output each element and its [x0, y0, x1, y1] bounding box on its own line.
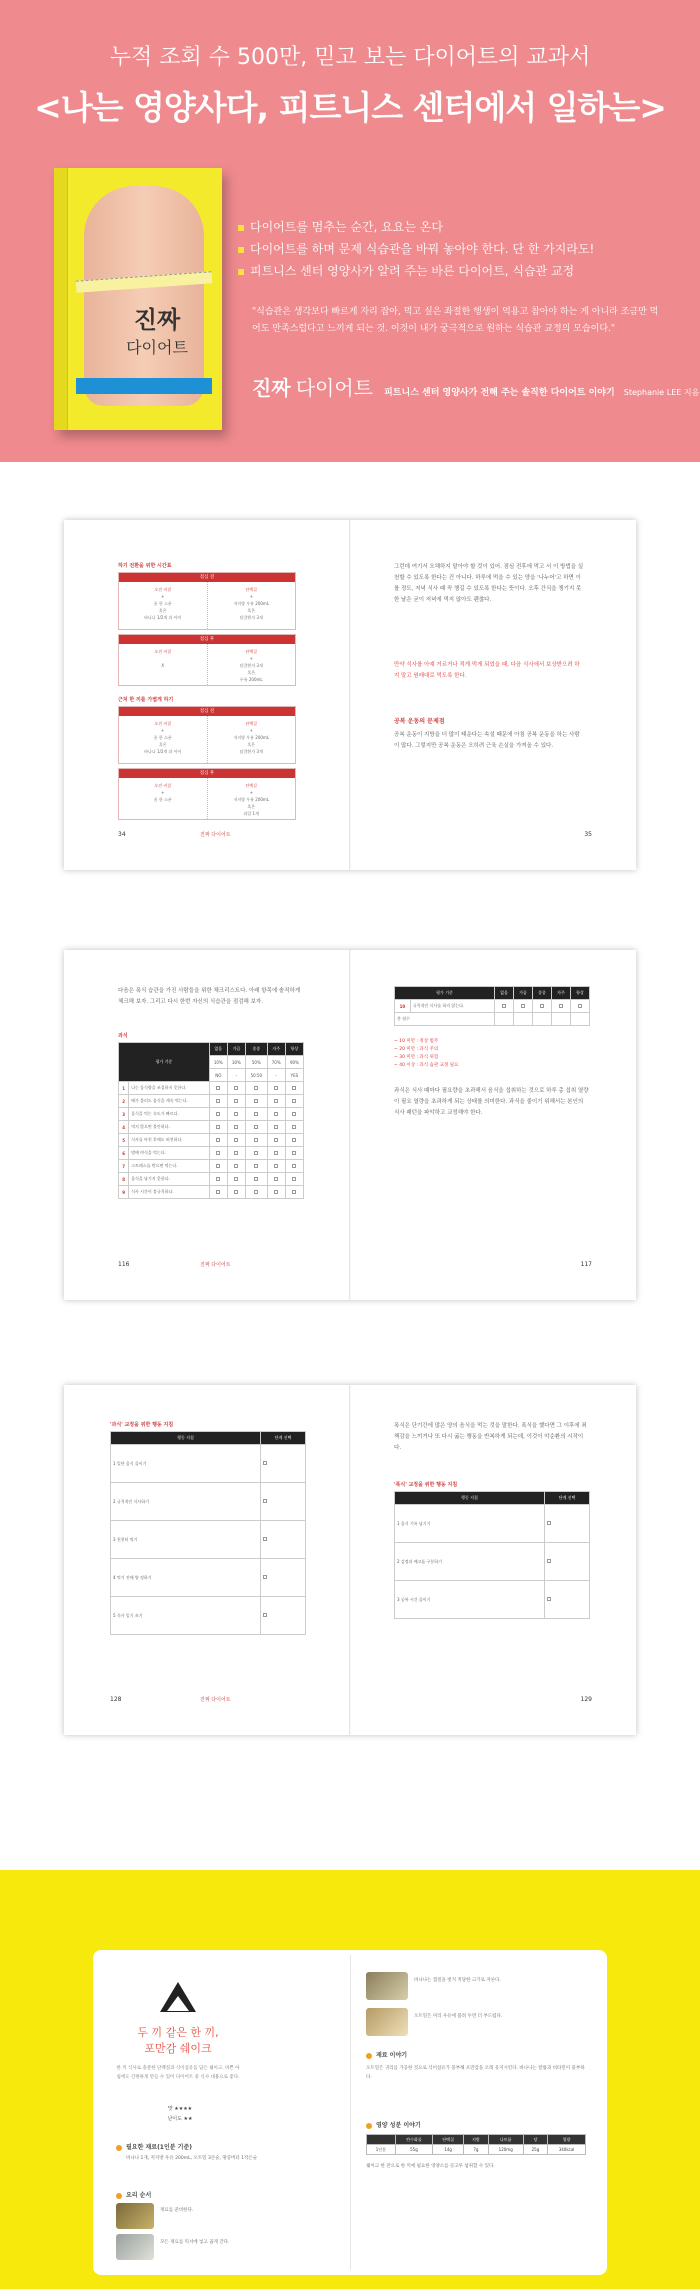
- recipe-rating: 맛 ★★★★ 난이도 ★★: [167, 2106, 193, 2122]
- table-row: 2 배가 불러도 음식을 계속 먹는다.: [119, 1095, 304, 1108]
- score-notes: ~ 10 미만 : 정상 범주 ~ 20 미만 : 과식 주의 ~ 30 미만 : 과식 위험 ~ 40 이상 : 과식 습관 교정 필요: [394, 1039, 459, 1068]
- book-spread-1: [64, 520, 636, 870]
- banner-quote: "식습관은 생각보다 빠르게 자리 잡아, 먹고 싶은 좌절한 행생이 억용고 참아야 하는 게 아니라 조금만 먹어도 만족스럽다고 느끼게 되는 것. 이것이 내가 궁극적으로 원하는 식습관 교정의 모습이다.": [252, 307, 659, 334]
- table-row: 3 공복 시간 줄이기: [395, 1581, 590, 1619]
- checkbox[interactable]: [292, 1086, 296, 1090]
- checkbox[interactable]: [547, 1597, 551, 1601]
- checklist-table: 평가 기준 없음 가끔 종종 자주 항상 10 규칙적인 식사를 하지 않는다. 총 점수: [394, 986, 590, 1026]
- book-spread-3: [64, 1385, 636, 1735]
- checkbox[interactable]: [254, 1125, 258, 1129]
- table-row: 4 먹지 않으면 불안하다.: [119, 1121, 304, 1134]
- checkbox[interactable]: [254, 1164, 258, 1168]
- guideline-table: 행동 지침 단계 선택 1 음식 기록 남기기 2 감정과 배고픔 구분하기 3 공복 시간 줄이기: [394, 1491, 590, 1619]
- banner-bullet: 피트니스 센터 영양사가 알려 주는 바른 다이어트, 식습관 교정: [238, 262, 574, 279]
- checkbox[interactable]: [234, 1138, 238, 1142]
- recipe-title: 두 끼 같은 한 끼, 포만감 쉐이크: [137, 2026, 219, 2055]
- checkbox[interactable]: [254, 1190, 258, 1194]
- left-page: [64, 950, 350, 1300]
- checkbox[interactable]: [274, 1164, 278, 1168]
- nutrition-table: 탄수화물 단백질 지방 나트륨 당 열량 1인분 55g 14g 7g 120mg 25g 340kcal: [366, 2134, 586, 2155]
- checkbox[interactable]: [234, 1125, 238, 1129]
- checkbox[interactable]: [274, 1086, 278, 1090]
- table-row: 3 천천히 먹기: [111, 1521, 306, 1559]
- checkbox[interactable]: [292, 1112, 296, 1116]
- banner-bullet: 다이어트를 하며 문제 식습관을 바꿔 놓아야 한다. 단 한 가지라도!: [238, 240, 594, 257]
- checkbox[interactable]: [234, 1099, 238, 1103]
- checkbox[interactable]: [263, 1461, 267, 1465]
- left-page: [64, 1385, 350, 1735]
- table-row: 10 규칙적인 식사를 하지 않는다.: [395, 1000, 590, 1013]
- nutrition-text: 쉐이크 한 잔으로 한 끼에 필요한 영양소를 골고루 섭취할 수 있다.: [366, 2164, 495, 2169]
- checkbox[interactable]: [234, 1086, 238, 1090]
- checkbox[interactable]: [254, 1099, 258, 1103]
- ingredients-text: 바나나 1개, 저지방 우유 200mL, 오트밀 3큰술, 땅콩버터 1작은술: [126, 2156, 258, 2161]
- checkbox[interactable]: [234, 1151, 238, 1155]
- section-label: '폭식' 교정을 위한 행동 지침: [394, 1482, 458, 1488]
- checkbox[interactable]: [234, 1164, 238, 1168]
- table-row: 1 음식 기록 남기기: [395, 1505, 590, 1543]
- checkbox[interactable]: [263, 1499, 267, 1503]
- table-row: 2 규칙적인 식사하기: [111, 1483, 306, 1521]
- table-row: 1 나는 음식량을 조절하지 못한다.: [119, 1082, 304, 1095]
- checkbox[interactable]: [274, 1138, 278, 1142]
- cover-title: 진짜 다이어트: [126, 306, 188, 357]
- step-photo: [366, 2008, 408, 2036]
- table-row: 5 식사 일기 쓰기: [111, 1597, 306, 1635]
- triangle-inner: [167, 1996, 189, 2011]
- checkbox[interactable]: [274, 1099, 278, 1103]
- page-number: 129: [580, 1696, 592, 1703]
- table-row: 1인분 55g 14g 7g 120mg 25g 340kcal: [367, 2145, 586, 2155]
- section-label: 근처 한 끼를 가볍게 하기: [118, 697, 174, 703]
- section-label: 과식: [118, 1033, 128, 1039]
- checkbox[interactable]: [216, 1138, 220, 1142]
- table-row: 4 먹기 전에 양 정하기: [111, 1559, 306, 1597]
- steps-heading: 요리 순서: [116, 2190, 151, 2199]
- checkbox[interactable]: [292, 1125, 296, 1129]
- table-row: 총 점수: [395, 1013, 590, 1026]
- cover-photo: [84, 186, 204, 406]
- right-page: [350, 520, 636, 870]
- banner-bullet: 다이어트를 멈추는 순간, 요요는 온다: [238, 218, 443, 235]
- page-number: 34: [118, 831, 126, 838]
- checkbox[interactable]: [263, 1575, 267, 1579]
- checkbox[interactable]: [216, 1190, 220, 1194]
- ingredients-heading: 필요한 재료(1인분 기준): [116, 2142, 192, 2151]
- checkbox[interactable]: [274, 1177, 278, 1181]
- step-text: 바나나는 껍질을 벗겨 적당한 크기로 자른다.: [414, 1978, 501, 1983]
- checkbox[interactable]: [254, 1151, 258, 1155]
- table-row: 2 감정과 배고픔 구분하기: [395, 1543, 590, 1581]
- book-cover: [54, 168, 222, 430]
- checkbox[interactable]: [216, 1112, 220, 1116]
- checkbox[interactable]: [216, 1177, 220, 1181]
- meal-card: 점심 후 오전 비결 + 꿀 한 스푼 단백질 + 저지방 우유 200mL 혹은 과일 1개: [118, 768, 296, 820]
- guideline-table: 행동 지침 단계 선택 1 일단 음식 줄이기 2 규칙적인 식사하기 3 천천히 먹기 4 먹기 전에 양 정하기 5 식사 일기 쓰기: [110, 1431, 306, 1635]
- checkbox[interactable]: [292, 1138, 296, 1142]
- page-number: 35: [584, 831, 592, 838]
- running-head: 진짜 다이어트: [200, 1262, 231, 1268]
- checkbox[interactable]: [234, 1177, 238, 1181]
- section-label: '과식' 교정을 위한 행동 지침: [110, 1422, 174, 1428]
- page-number: 116: [118, 1261, 130, 1268]
- checkbox[interactable]: [502, 1004, 506, 1008]
- table-row: 6 밤에 야식을 먹는다.: [119, 1147, 304, 1160]
- banner-subtitle: 누적 조회 수 500만, 믿고 보는 다이어트의 교과서: [109, 45, 591, 70]
- checkbox[interactable]: [559, 1004, 563, 1008]
- page-number: 117: [580, 1261, 592, 1268]
- checkbox[interactable]: [254, 1177, 258, 1181]
- table-row: 5 식사를 마친 후에도 허전하다.: [119, 1134, 304, 1147]
- step-photo: [116, 2203, 154, 2229]
- cover-band: [76, 378, 212, 394]
- body-text: 폭식은 단기간에 많은 양의 음식을 먹는 것을 말한다. 폭식을 했다면 그 이후에 죄책감을 느끼거나 또 다시 굶는 행동을 반복하게 되는데, 이것이 악순환의 시작이다.: [394, 1423, 587, 1451]
- recipe-description: 한 끼 식사로 충분한 단백질과 식이섬유를 담은 쉐이크. 바쁜 아침에도 간편하게 만들 수 있어 다이어트 중 식사 대용으로 좋다.: [116, 2066, 240, 2080]
- checkbox[interactable]: [521, 1004, 525, 1008]
- meal-card: 점심 전 오전 비결 + 꿀 한 스푼 혹은 바나나 1/2개 과 아이 단백질 + 저지방 우유 200mL 혹은 달걀흰자 3개: [118, 706, 296, 764]
- body-text: 그런데 여기서 오해하지 말아야 할 것이 있어. 점심 전후에 먹고 서 이 방법을 실천할 수 있도록 한다는 건 아니다. 하루에 먹을 수 있는 양을 '나누어'고 하면 이를 정도, 저녁 식사 때 꼭 챙길 수 있도록 한다는 뜻이다. 오후 간식을 챙기지 못한 날은 굳이 저녁에 먹지 않아도 괜찮다.: [394, 564, 584, 603]
- checkbox[interactable]: [292, 1177, 296, 1181]
- body-text: 다음은 폭식 습관을 가진 사람들을 위한 체크리스트다. 아래 항목에 솔직하게 체크해 보자. 그리고 다시 한번 자신의 식습관을 점검해 보자.: [118, 988, 301, 1005]
- promo-banner: [0, 0, 700, 462]
- book-spine: [54, 168, 68, 430]
- checkbox[interactable]: [254, 1112, 258, 1116]
- book-spread-2: [64, 950, 636, 1300]
- left-page: [64, 520, 350, 870]
- page-number: 128: [110, 1696, 122, 1703]
- highlight-text: 만약 식사를 아예 거르거나 적게 먹게 되었을 때, 다음 식사에서 보상받으려 하지 말고 원래대로 먹도록 한다.: [394, 662, 580, 679]
- checkbox[interactable]: [216, 1086, 220, 1090]
- table-row: 1 일단 음식 줄이기: [111, 1445, 306, 1483]
- tip-text: 오트밀은 귀리를 가공한 것으로 식이섬유가 풍부해 포만감을 오래 유지시킨다. 바나나는 칼륨과 비타민이 풍부하다.: [366, 2066, 585, 2080]
- checkbox[interactable]: [292, 1190, 296, 1194]
- checkbox[interactable]: [274, 1190, 278, 1194]
- table-row: 8 음식을 남기지 못한다.: [119, 1173, 304, 1186]
- body-text: 과식은 식사 때마다 필요량을 초과해서 음식을 섭취하는 것으로 하루 총 섭취 열량이 필요 열량을 초과하게 되는 상태를 의미한다. 과식을 줄이기 위해서는 본인의 식사 패턴을 파악하고 교정해야 한다.: [394, 1088, 589, 1116]
- checkbox[interactable]: [216, 1164, 220, 1168]
- running-head: 진짜 다이어트: [200, 1697, 231, 1703]
- checkbox[interactable]: [254, 1138, 258, 1142]
- checkbox[interactable]: [234, 1190, 238, 1194]
- right-page: [350, 1385, 636, 1735]
- step-photo: [366, 1972, 408, 2000]
- checkbox[interactable]: [292, 1164, 296, 1168]
- section-label: 하기 전환을 위한 시간표: [118, 563, 172, 569]
- banner-title: <나는 영양사다, 피트니스 센터에서 일하는>: [34, 88, 666, 127]
- meal-card: 점심 전 오전 비결 + 꿀 한 스푼 혹은 바나나 1/2개 과 아이 단백질 + 저지방 우유 200mL 혹은 달걀흰자 3개: [118, 572, 296, 630]
- checkbox[interactable]: [263, 1537, 267, 1541]
- checkbox[interactable]: [274, 1112, 278, 1116]
- step-text: 오트밀은 미리 우유에 불려 두면 더 부드럽다.: [414, 2014, 503, 2019]
- checkbox[interactable]: [263, 1613, 267, 1617]
- checkbox[interactable]: [234, 1112, 238, 1116]
- checkbox[interactable]: [547, 1521, 551, 1525]
- table-row: 9 식사 시간이 불규칙하다.: [119, 1186, 304, 1199]
- checkbox[interactable]: [540, 1004, 544, 1008]
- checkbox[interactable]: [292, 1099, 296, 1103]
- checkbox[interactable]: [547, 1559, 551, 1563]
- step-text: 모든 재료를 믹서에 넣고 곱게 간다.: [160, 2240, 230, 2245]
- section-heading: 공복 운동의 문제점: [394, 718, 445, 725]
- checkbox[interactable]: [274, 1151, 278, 1155]
- nutrition-heading: 영양 성분 이야기: [366, 2120, 421, 2129]
- right-page: [350, 950, 636, 1300]
- running-head: 진짜 다이어트: [200, 832, 231, 838]
- table-row: 7 스트레스를 받으면 먹는다.: [119, 1160, 304, 1173]
- checkbox[interactable]: [578, 1004, 582, 1008]
- step-text: 재료를 준비한다.: [160, 2208, 194, 2213]
- meal-card: 점심 후 오전 비결 X 단백질 + 달걀흰자 3개 혹은 두유 200mL: [118, 634, 296, 686]
- checklist-table: 평가 기준 없음 가끔 종종 자주 항상 10% 30% 50% 70% 90% NO - 50:50 - YES 1 나는 음식량을 조절하지 못한다. 2 배가 불러도 음식을 계속 먹는다. 3 음식을 먹는 속도가 빠르다. 4 먹지 않으면 불안하다. 5 식사를 마친 후에도 허전하다. 6 밤에 야식을 먹는다. 7 스트레스를 받으면 먹는다. 8 음식을 남기지 못한다. 9 식사 시간이 불규칙하다.: [118, 1042, 304, 1199]
- checkbox[interactable]: [216, 1151, 220, 1155]
- checkbox[interactable]: [216, 1125, 220, 1129]
- step-photo: [116, 2234, 154, 2260]
- book-name-line: 진짜 다이어트 피트니스 센터 영양사가 전해 주는 솔직한 다이어트 이야기 Stephanie LEE 지음: [252, 376, 700, 400]
- checkbox[interactable]: [216, 1099, 220, 1103]
- tip-heading: 재료 이야기: [366, 2050, 407, 2059]
- checkbox[interactable]: [274, 1125, 278, 1129]
- checkbox[interactable]: [254, 1086, 258, 1090]
- table-row: 3 음식을 먹는 속도가 빠르다.: [119, 1108, 304, 1121]
- checkbox[interactable]: [292, 1151, 296, 1155]
- body-text: 공복 운동이 지방을 더 많이 태운다는 속설 때문에 아침 공복 운동을 하는 사람이 많다. 그렇지만 공복 운동은 오히려 근육 손실을 가져올 수 있다.: [394, 732, 580, 749]
